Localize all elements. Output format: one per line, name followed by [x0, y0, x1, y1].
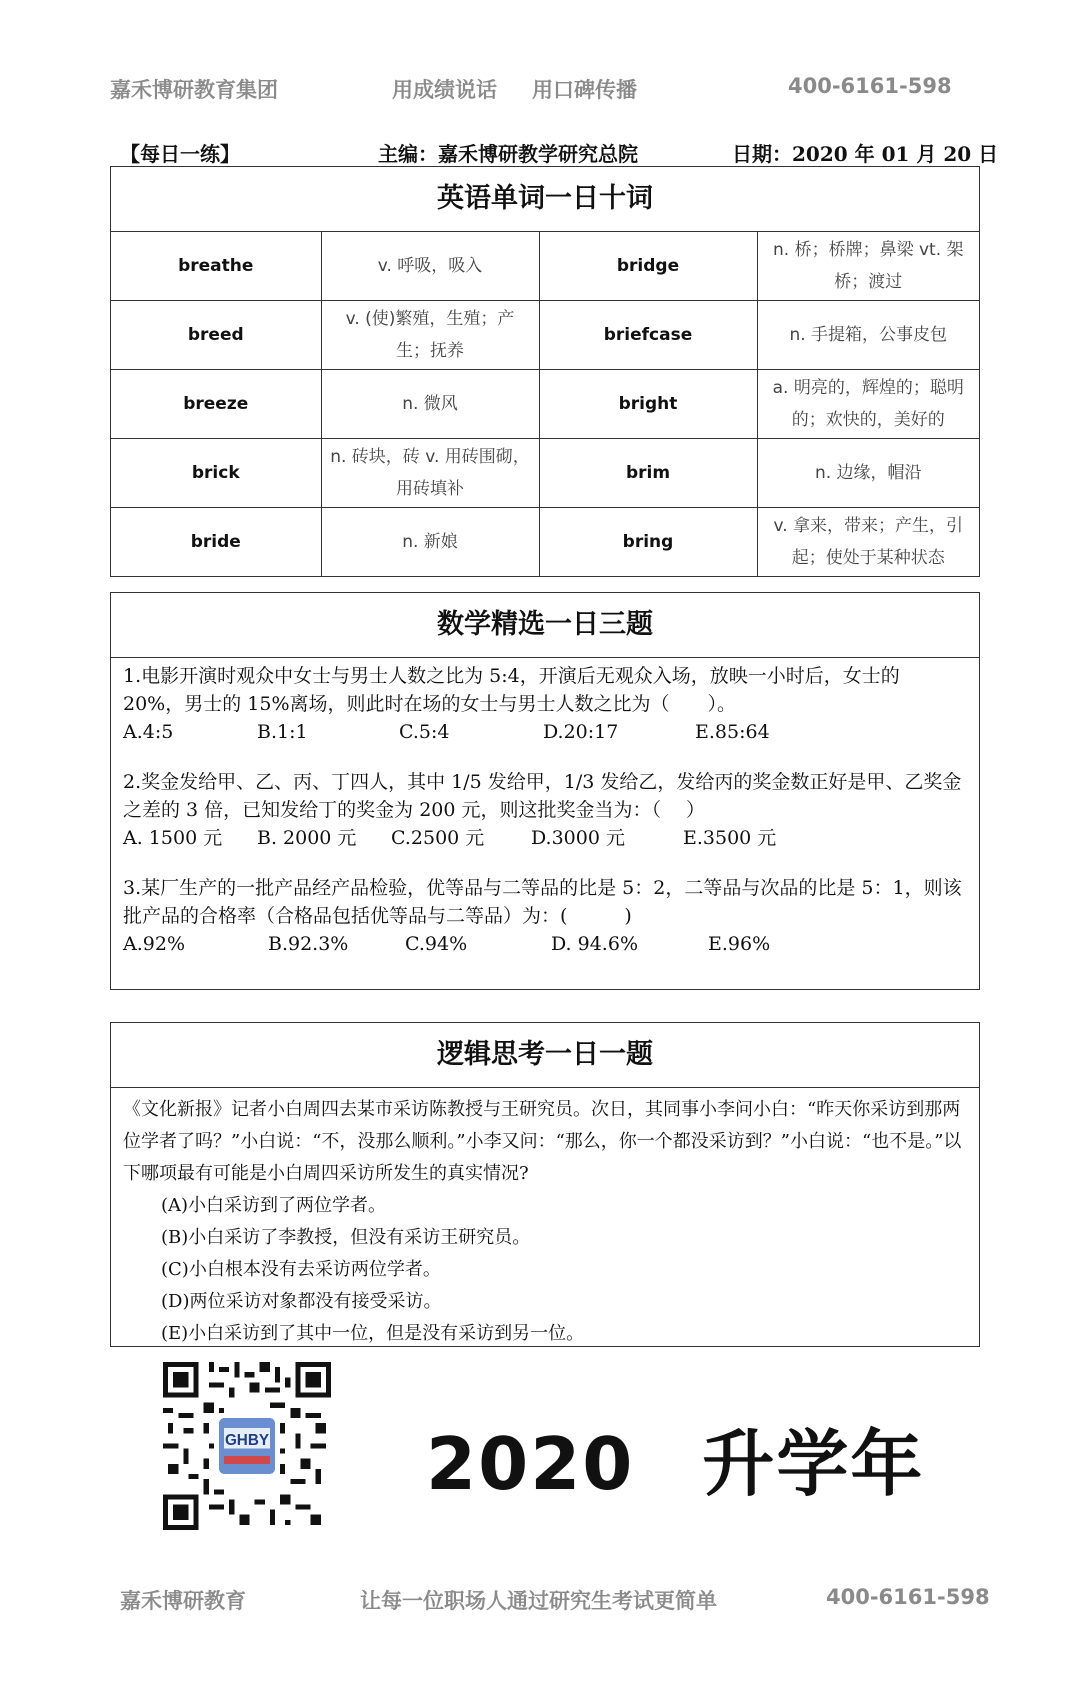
editor-line: 主编：嘉禾博研教学研究总院 — [378, 142, 638, 166]
banner-text: 升学年 — [702, 1422, 925, 1506]
vocab-meaning: v. 呼吸，吸入 — [321, 232, 539, 301]
math-body — [111, 658, 979, 974]
vocab-word: brick — [111, 439, 321, 508]
vocab-word: bridge — [539, 232, 757, 301]
option: E.3500 元 — [683, 827, 777, 849]
banner-year: 2020 — [426, 1422, 635, 1506]
vocab-meaning: n. 新娘 — [321, 508, 539, 577]
vocab-section — [110, 166, 980, 577]
vocab-meaning: a. 明亮的，辉煌的；聪明的；欢快的，美好的 — [757, 370, 979, 439]
option: B. 2000 元 — [257, 827, 357, 849]
vocab-word: bright — [539, 370, 757, 439]
problem-options — [123, 930, 967, 958]
footer-phone: 400-6161-598 — [826, 1585, 990, 1609]
footer-org: 嘉禾博研教育 — [120, 1589, 246, 1613]
math-problem-2 — [123, 768, 967, 852]
vocab-meaning: v. (使)繁殖，生殖；产生；抚养 — [321, 301, 539, 370]
table-row — [111, 508, 979, 577]
svg-text:GHBY: GHBY — [224, 1431, 270, 1449]
option: B.92.3% — [268, 933, 349, 955]
vocab-table — [111, 232, 979, 576]
problem-options — [123, 718, 967, 746]
logic-body — [111, 1088, 979, 1354]
problem-text: 3.某厂生产的一批产品经产品检验，优等品与二等品的比是 5：2，二等品与次品的比是 5：1，则该批产品的合格率（合格品包括优等品与二等品）为：( ) — [123, 877, 962, 927]
table-row — [111, 370, 979, 439]
logic-option: (B)小白采访了李教授，但没有采访王研究员。 — [161, 1227, 531, 1248]
bottom-footer — [120, 1585, 990, 1615]
header-org: 嘉禾博研教育集团 — [110, 78, 278, 102]
option: C.2500 元 — [391, 827, 485, 849]
vocab-word: brim — [539, 439, 757, 508]
vocab-word: bring — [539, 508, 757, 577]
vocab-meaning: n. 砖块，砖 v. 用砖围砌，用砖填补 — [321, 439, 539, 508]
vocab-word: breathe — [111, 232, 321, 301]
logic-option: (E)小白采访到了其中一位，但是没有采访到另一位。 — [161, 1323, 585, 1344]
vocab-meaning: n. 桥；桥牌；鼻梁 vt. 架桥；渡过 — [757, 232, 979, 301]
vocab-word: bride — [111, 508, 321, 577]
vocab-meaning: n. 微风 — [321, 370, 539, 439]
top-header — [110, 74, 970, 110]
option: E.85:64 — [695, 721, 770, 743]
table-row — [111, 301, 979, 370]
vocab-title: 英语单词一日十词 — [111, 167, 979, 232]
vocab-meaning: v. 拿来，带来；产生，引起；使处于某种状态 — [757, 508, 979, 577]
vocab-meaning: n. 边缘，帽沿 — [757, 439, 979, 508]
math-title: 数学精选一日三题 — [111, 593, 979, 658]
math-problem-1 — [123, 662, 967, 746]
header-slogan-2: 用口碑传播 — [532, 78, 637, 102]
option: C.5:4 — [399, 721, 450, 743]
header-slogan-1: 用成绩说话 — [392, 78, 497, 102]
footer-slogan: 让每一位职场人通过研究生考试更简单 — [360, 1589, 717, 1613]
vocab-word: breeze — [111, 370, 321, 439]
option: A.4:5 — [123, 721, 174, 743]
logic-title: 逻辑思考一日一题 — [111, 1023, 979, 1088]
header-phone: 400-6161-598 — [788, 74, 952, 98]
option: D. 94.6% — [551, 933, 638, 955]
logic-option: (C)小白根本没有去采访两位学者。 — [161, 1259, 441, 1280]
option: A. 1500 元 — [123, 827, 223, 849]
option: B.1:1 — [257, 721, 308, 743]
date-line: 日期：2020 年 01 月 20 日 — [732, 142, 999, 166]
vocab-word: briefcase — [539, 301, 757, 370]
option: C.94% — [405, 933, 468, 955]
info-row — [120, 138, 999, 168]
problem-text: 1.电影开演时观众中女士与男士人数之比为 5:4，开演后无观众入场，放映一小时后，女士的 20%，男士的 15%离场，则此时在场的女士与男士人数之比为（ ）。 — [123, 665, 900, 715]
logic-section — [110, 1022, 980, 1347]
logic-option: (D)两位采访对象都没有接受采访。 — [161, 1291, 442, 1312]
option: A.92% — [123, 933, 185, 955]
banner-title — [426, 1406, 925, 1506]
logic-question: 《文化新报》记者小白周四去某市采访陈教授与王研究员。次日，其同事小李问小白：“昨天你采访到那两位学者了吗？”小白说：“不，没那么顺利。”小李又问：“那么，你一个都没采访到？”小白说：“也不是。”以下哪项最有可能是小白周四采访所发生的真实情况? — [123, 1099, 962, 1184]
vocab-word: breed — [111, 301, 321, 370]
table-row — [111, 232, 979, 301]
table-row — [111, 439, 979, 508]
option: D.20:17 — [543, 721, 619, 743]
qr-code — [163, 1362, 331, 1530]
problem-text: 2.奖金发给甲、乙、丙、丁四人，其中 1/5 发给甲，1/3 发给乙，发给丙的奖金数正好是甲、乙奖金之差的 3 倍，已知发给丁的奖金为 200 元，则这批奖金当为：（ ） — [123, 771, 962, 821]
vocab-meaning: n. 手提箱，公事皮包 — [757, 301, 979, 370]
daily-practice-tag: 【每日一练】 — [120, 142, 240, 166]
math-problem-3 — [123, 874, 967, 958]
option: D.3000 元 — [531, 827, 625, 849]
option: E.96% — [708, 933, 771, 955]
math-section — [110, 592, 980, 990]
logic-option: (A)小白采访到了两位学者。 — [161, 1195, 387, 1216]
problem-options — [123, 824, 967, 852]
